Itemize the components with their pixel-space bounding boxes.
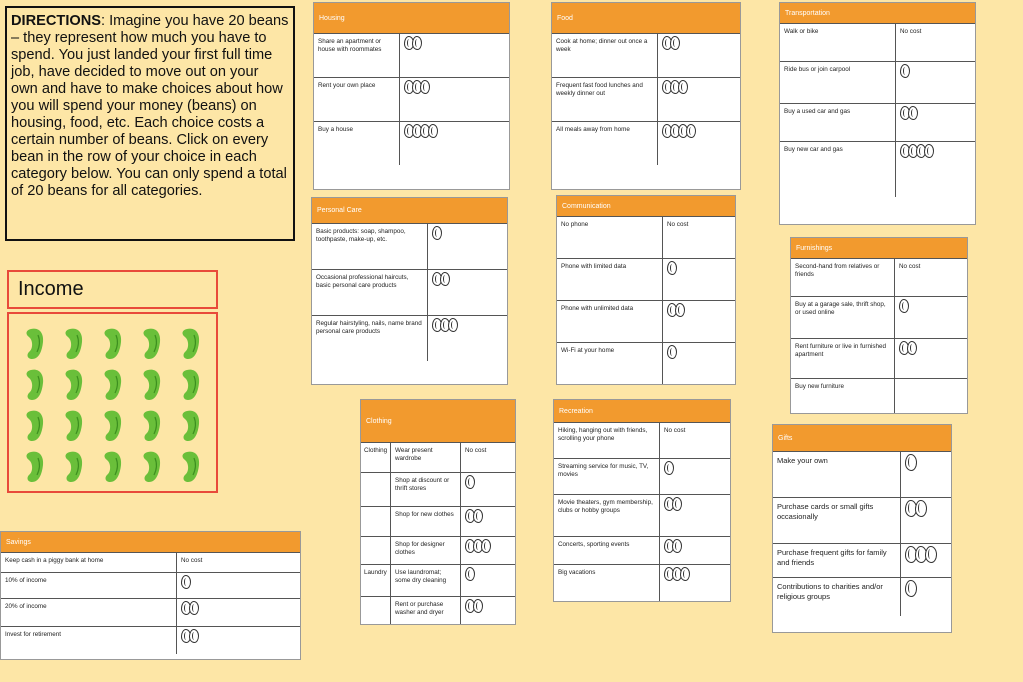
bean-outline-icon[interactable] (907, 341, 917, 355)
bean-group[interactable] (667, 261, 675, 275)
choice-row[interactable] (312, 223, 507, 269)
laundry-group-label: Laundry (361, 565, 391, 596)
choice-row[interactable] (780, 141, 975, 197)
bean-outline-icon[interactable] (473, 599, 483, 613)
choice-row[interactable] (314, 121, 509, 165)
furnishings-card (790, 237, 968, 414)
bean-cost[interactable] (461, 537, 493, 564)
choice-row[interactable] (312, 269, 507, 315)
bean-cost[interactable] (400, 78, 432, 121)
choice-label: Cook at home; dinner out once a week (552, 34, 658, 77)
bean-outline-icon[interactable] (672, 539, 682, 553)
bean-cost[interactable] (428, 270, 452, 315)
choice-row[interactable] (552, 121, 740, 165)
choice-label: Hiking, hanging out with friends, scrolling your phone (554, 423, 660, 458)
choice-row[interactable] (314, 77, 509, 121)
green-bean-icon[interactable] (103, 450, 123, 484)
transportation-card (779, 2, 976, 225)
gifts-header: Gifts (773, 425, 951, 451)
bean-outline-icon[interactable] (678, 80, 688, 94)
savings-card (0, 531, 301, 660)
no-cost-label: No cost (181, 557, 203, 564)
bean-outline-icon[interactable] (924, 144, 934, 158)
green-bean-icon[interactable] (25, 409, 45, 443)
bean-cost[interactable] (663, 301, 687, 342)
green-bean-icon[interactable] (181, 368, 201, 402)
choice-row[interactable] (791, 258, 967, 296)
choice-label: Concerts, sporting events (554, 537, 660, 564)
no-cost-label: No cost (664, 427, 686, 434)
choice-label: Invest for retirement (1, 627, 177, 654)
food-header: Food (552, 3, 740, 33)
bean-group[interactable] (905, 580, 915, 597)
choice-row[interactable] (361, 596, 515, 624)
bean-cost[interactable] (428, 224, 444, 269)
bean-outline-icon[interactable] (925, 546, 937, 563)
choice-label: Basic products: soap, shampoo, toothpaste, make-up, etc. (312, 224, 428, 269)
bean-cost[interactable] (461, 565, 477, 596)
bean-group[interactable] (667, 345, 675, 359)
group-spacer (361, 537, 391, 564)
choice-label: Ride bus or join carpool (780, 62, 896, 103)
green-bean-icon[interactable] (142, 450, 162, 484)
no-cost-label: No cost (900, 28, 922, 35)
choice-row[interactable] (773, 451, 951, 497)
bean-cost[interactable] (895, 339, 919, 378)
bean-group[interactable] (664, 461, 672, 475)
personal-care-card (311, 197, 508, 385)
choice-label: No phone (557, 217, 663, 258)
choice-label: Regular hairstyling, nails, name brand personal care products (312, 316, 428, 361)
choice-label: Share an apartment or house with roommates (314, 34, 400, 77)
choice-row[interactable] (554, 494, 730, 536)
choice-label: Buy a house (314, 122, 400, 165)
bean-cost[interactable] (177, 573, 193, 598)
green-bean-icon[interactable] (181, 327, 201, 361)
choice-label: Make your own (773, 452, 901, 497)
choice-row[interactable] (557, 258, 735, 300)
bean-outline-icon[interactable] (670, 36, 680, 50)
group-spacer (361, 597, 391, 624)
bean-outline-icon[interactable] (189, 601, 199, 615)
communication-header: Communication (557, 196, 735, 216)
bean-group[interactable] (465, 509, 481, 523)
choice-row[interactable] (791, 378, 967, 413)
choice-row[interactable] (1, 598, 300, 626)
choice-row[interactable] (312, 315, 507, 361)
choice-label: Wear present wardrobe (391, 443, 461, 472)
bean-outline-icon[interactable] (181, 575, 191, 589)
directions-heading: DIRECTIONS (11, 13, 101, 29)
bean-cost[interactable] (400, 122, 440, 165)
bean-outline-icon[interactable] (899, 299, 909, 313)
bean-cost[interactable] (895, 297, 911, 338)
income-bean[interactable] (93, 446, 132, 487)
choice-label: Use laundromat; some dry cleaning (391, 565, 461, 596)
income-header (7, 270, 218, 309)
choice-label: Shop for new clothes (391, 507, 461, 536)
bean-outline-icon[interactable] (481, 539, 491, 553)
bean-group[interactable] (664, 497, 680, 511)
bean-group[interactable] (465, 599, 481, 613)
choice-label: Rent your own place (314, 78, 400, 121)
bean-group[interactable] (465, 567, 473, 581)
directions-box (5, 6, 295, 241)
bean-cost[interactable] (461, 507, 485, 536)
bean-cost[interactable] (660, 565, 692, 602)
income-bean[interactable] (15, 324, 54, 365)
bean-cost[interactable] (896, 142, 936, 197)
bean-outline-icon[interactable] (905, 454, 917, 471)
choice-label: Shop for designer clothes (391, 537, 461, 564)
bean-outline-icon[interactable] (900, 64, 910, 78)
choice-label: 10% of income (1, 573, 177, 598)
choice-label: All meals away from home (552, 122, 658, 165)
bean-group[interactable] (181, 575, 189, 589)
green-bean-icon[interactable] (142, 327, 162, 361)
income-bean[interactable] (15, 406, 54, 447)
bean-outline-icon[interactable] (440, 272, 450, 286)
choice-label: Big vacations (554, 565, 660, 602)
bean-outline-icon[interactable] (680, 567, 690, 581)
bean-outline-icon[interactable] (672, 497, 682, 511)
bean-outline-icon[interactable] (465, 475, 475, 489)
choice-label: Buy a used car and gas (780, 104, 896, 141)
bean-cost[interactable] (896, 104, 920, 141)
bean-group[interactable] (432, 318, 456, 332)
choice-row[interactable] (361, 506, 515, 536)
bean-group[interactable] (662, 124, 694, 138)
choice-label: Buy at a garage sale, thrift shop, or used online (791, 297, 895, 338)
income-bean[interactable] (132, 446, 171, 487)
bean-outline-icon[interactable] (189, 629, 199, 643)
green-bean-icon[interactable] (64, 409, 84, 443)
bean-group[interactable] (181, 629, 197, 643)
bean-outline-icon[interactable] (686, 124, 696, 138)
gifts-card (772, 424, 952, 633)
income-bean-bank (7, 312, 218, 493)
green-bean-icon[interactable] (103, 368, 123, 402)
choice-row[interactable] (554, 564, 730, 602)
choice-label: Occasional professional haircuts, basic personal care products (312, 270, 428, 315)
bean-outline-icon[interactable] (675, 303, 685, 317)
choice-row[interactable] (557, 216, 735, 258)
choice-row[interactable] (1, 626, 300, 654)
bean-outline-icon[interactable] (432, 226, 442, 240)
choice-label: Rent or purchase washer and dryer (391, 597, 461, 624)
no-cost-label: No cost (465, 447, 487, 454)
choice-row[interactable] (773, 497, 951, 543)
no-cost-label (895, 379, 903, 413)
bean-group[interactable] (905, 454, 915, 471)
green-bean-icon[interactable] (25, 327, 45, 361)
choice-label: Purchase cards or small gifts occasionally (773, 498, 901, 543)
bean-group[interactable] (404, 80, 428, 94)
bean-outline-icon[interactable] (908, 106, 918, 120)
bean-outline-icon[interactable] (448, 318, 458, 332)
clothing-group-label: Clothing (361, 443, 391, 472)
choice-label: Contributions to charities and/or religious groups (773, 578, 901, 616)
communication-card (556, 195, 736, 385)
personal-care-header: Personal Care (312, 198, 507, 223)
bean-group[interactable] (465, 475, 473, 489)
bean-outline-icon[interactable] (420, 80, 430, 94)
group-spacer (361, 473, 391, 506)
bean-cost[interactable] (177, 599, 201, 626)
bean-cost[interactable] (901, 544, 939, 577)
bean-cost[interactable] (901, 578, 919, 616)
choice-row[interactable] (780, 103, 975, 141)
choice-label: Keep cash in a piggy bank at home (1, 553, 177, 572)
clothing-header: Clothing (361, 400, 515, 442)
bean-outline-icon[interactable] (905, 580, 917, 597)
bean-group[interactable] (664, 567, 688, 581)
choice-row[interactable] (554, 422, 730, 458)
recreation-card (553, 399, 731, 602)
choice-label: Wi-Fi at your home (557, 343, 663, 384)
choice-label: Movie theaters, gym membership, clubs or hobby groups (554, 495, 660, 536)
income-bean[interactable] (54, 365, 93, 406)
choice-row[interactable] (773, 577, 951, 616)
bean-cost[interactable] (660, 537, 684, 564)
bean-outline-icon[interactable] (667, 345, 677, 359)
choice-row[interactable] (791, 338, 967, 378)
income-bean[interactable] (132, 365, 171, 406)
choice-row[interactable] (314, 33, 509, 77)
bean-cost[interactable] (660, 459, 676, 494)
green-bean-icon[interactable] (181, 450, 201, 484)
income-bean[interactable] (54, 406, 93, 447)
income-bean[interactable] (171, 365, 210, 406)
choice-row[interactable] (361, 472, 515, 506)
income-bean[interactable] (93, 365, 132, 406)
bean-cost[interactable] (658, 34, 682, 77)
income-bean[interactable] (93, 324, 132, 365)
no-cost-label: No cost (667, 221, 689, 228)
income-bean[interactable] (54, 446, 93, 487)
bean-cost[interactable] (896, 62, 912, 103)
green-bean-icon[interactable] (64, 327, 84, 361)
income-title: Income (18, 278, 84, 300)
green-bean-icon[interactable] (181, 409, 201, 443)
bean-cost[interactable] (663, 343, 679, 384)
bean-cost[interactable] (901, 498, 929, 543)
choice-row[interactable] (780, 61, 975, 103)
green-bean-icon[interactable] (103, 409, 123, 443)
choice-label: Buy new furniture (791, 379, 895, 413)
bean-cost[interactable] (660, 495, 684, 536)
bean-group[interactable] (664, 539, 680, 553)
income-bean[interactable] (171, 406, 210, 447)
bean-group[interactable] (465, 539, 489, 553)
choice-row[interactable] (361, 442, 515, 472)
choice-label: Frequent fast food lunches and weekly dinner out (552, 78, 658, 121)
directions-text: : Imagine you have 20 beans – they represent how much you have to spend. You just landed your first full time job, have decided to move out on your own and have to make choices about how you will spend your money (beans) on housing, food, etc. Each choice costs a certain number of beans. Click on every bean in the row of your choice in each category below. You can only spend a total of 20 beans for all categories. (11, 13, 289, 199)
choice-row[interactable] (791, 296, 967, 338)
income-bean[interactable] (54, 324, 93, 365)
choice-row[interactable] (361, 536, 515, 564)
bean-group[interactable] (181, 601, 197, 615)
choice-label: Phone with unlimited data (557, 301, 663, 342)
choice-row[interactable] (1, 552, 300, 572)
housing-card (313, 2, 510, 190)
green-bean-icon[interactable] (103, 327, 123, 361)
bean-outline-icon[interactable] (664, 461, 674, 475)
bean-outline-icon[interactable] (915, 500, 927, 517)
choice-label: Walk or bike (780, 24, 896, 61)
bean-cost[interactable] (658, 78, 690, 121)
bean-group[interactable] (905, 500, 925, 517)
bean-group[interactable] (662, 80, 686, 94)
choice-row[interactable] (361, 564, 515, 596)
bean-group[interactable] (404, 36, 420, 50)
choice-label: Rent furniture or live in furnished apartment (791, 339, 895, 378)
choice-label: Shop at discount or thrift stores (391, 473, 461, 506)
income-bean[interactable] (93, 406, 132, 447)
income-bean[interactable] (15, 446, 54, 487)
green-bean-icon[interactable] (64, 368, 84, 402)
choice-row[interactable] (554, 458, 730, 494)
green-bean-icon[interactable] (25, 450, 45, 484)
recreation-header: Recreation (554, 400, 730, 422)
bean-cost[interactable] (901, 452, 919, 497)
housing-header: Housing (314, 3, 509, 33)
bean-group[interactable] (667, 303, 683, 317)
food-card (551, 2, 741, 190)
choice-label: Streaming service for music, TV, movies (554, 459, 660, 494)
bean-group[interactable] (404, 124, 436, 138)
choice-row[interactable] (773, 543, 951, 577)
bean-group[interactable] (432, 226, 440, 240)
income-bean[interactable] (132, 406, 171, 447)
bean-group[interactable] (899, 299, 907, 313)
bean-group[interactable] (900, 64, 908, 78)
bean-group[interactable] (900, 106, 916, 120)
green-bean-icon[interactable] (142, 368, 162, 402)
bean-cost[interactable] (658, 122, 698, 165)
income-bean[interactable] (15, 365, 54, 406)
bean-cost[interactable] (428, 316, 460, 361)
green-bean-icon[interactable] (142, 409, 162, 443)
choice-row[interactable] (554, 536, 730, 564)
choice-row[interactable] (552, 33, 740, 77)
choice-label: 20% of income (1, 599, 177, 626)
income-bean[interactable] (132, 324, 171, 365)
choice-row[interactable] (557, 342, 735, 384)
choice-row[interactable] (780, 23, 975, 61)
choice-label: Phone with limited data (557, 259, 663, 300)
bean-group[interactable] (662, 36, 678, 50)
bean-cost[interactable] (461, 597, 485, 624)
choice-row[interactable] (557, 300, 735, 342)
bean-cost[interactable] (461, 473, 477, 506)
green-bean-icon[interactable] (64, 450, 84, 484)
no-cost-label: No cost (899, 263, 921, 270)
income-bean[interactable] (171, 324, 210, 365)
savings-header: Savings (1, 532, 300, 552)
bean-outline-icon[interactable] (428, 124, 438, 138)
bean-cost[interactable] (400, 34, 424, 77)
choice-label: Second-hand from relatives or friends (791, 259, 895, 296)
income-bean[interactable] (171, 446, 210, 487)
bean-group[interactable] (905, 546, 935, 563)
furnishings-header: Furnishings (791, 238, 967, 258)
clothing-card (360, 399, 516, 625)
bean-outline-icon[interactable] (465, 567, 475, 581)
transportation-header: Transportation (780, 3, 975, 23)
bean-cost[interactable] (663, 259, 679, 300)
green-bean-icon[interactable] (25, 368, 45, 402)
choice-row[interactable] (552, 77, 740, 121)
group-spacer (361, 507, 391, 536)
bean-group[interactable] (900, 144, 932, 158)
choice-label: Purchase frequent gifts for family and friends (773, 544, 901, 577)
bean-cost[interactable] (177, 627, 201, 654)
bean-group[interactable] (432, 272, 448, 286)
choice-row[interactable] (1, 572, 300, 598)
choice-label: Buy new car and gas (780, 142, 896, 197)
bean-outline-icon[interactable] (412, 36, 422, 50)
bean-outline-icon[interactable] (473, 509, 483, 523)
bean-outline-icon[interactable] (667, 261, 677, 275)
bean-group[interactable] (899, 341, 915, 355)
